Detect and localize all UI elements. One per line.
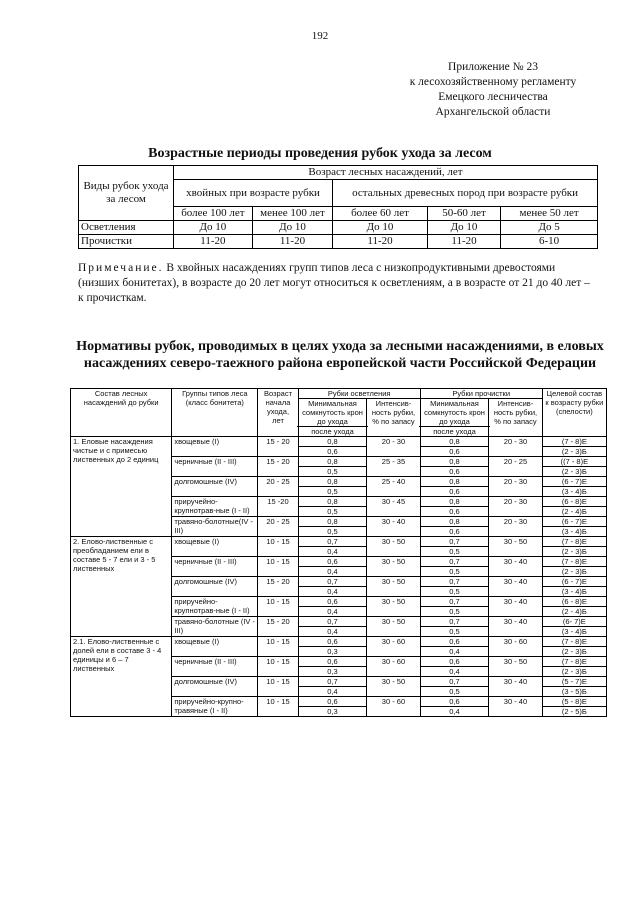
note-text: В хвойных насаждениях групп типов леса с низкопродуктивными древостоями (низших бонитетах), в возрасте до 20 лет могут относиться к осветлениям, а в возрасте от 21 до 40 лет – к прочисткам. (78, 262, 590, 304)
clearing-closure (298, 457, 367, 477)
forest-group: травяно-болотные (IV - III) (172, 617, 258, 637)
thinning-intensity: 20 - 30 (489, 517, 542, 537)
closure-label: Минимальная сомкнутость крон (424, 399, 485, 417)
forest-group: долгомошные (IV) (172, 577, 258, 597)
target-composition-before: (6 - 8)Е (561, 497, 587, 506)
start-age: 10 - 15 (258, 557, 298, 577)
thinning-closure-before: 0,7 (449, 557, 460, 566)
clearing-closure-before: 0,8 (327, 437, 338, 446)
thinning-closure (420, 677, 489, 697)
start-age: 10 - 15 (258, 697, 298, 717)
header-clearing: Рубки осветления (298, 389, 420, 399)
clearing-closure-before: 0,6 (327, 697, 338, 706)
thinning-closure (420, 637, 489, 657)
clearing-closure (298, 477, 367, 497)
clearing-intensity: 30 - 50 (367, 537, 420, 557)
cell: До 10 (252, 221, 332, 235)
thinning-intensity: 20 - 30 (489, 497, 542, 517)
thinning-closure-after: 0,5 (421, 546, 489, 556)
norms-table (70, 388, 607, 717)
forest-group: долгомошные (IV) (172, 677, 258, 697)
thinning-closure-before: 0,7 (449, 617, 460, 626)
clearing-closure (298, 517, 367, 537)
thinning-closure (420, 657, 489, 677)
cell: 11-20 (252, 235, 332, 249)
thinning-closure-after: 0,4 (421, 646, 489, 656)
header-age: Возраст лесных насаждений, лет (174, 166, 598, 180)
clearing-closure-after: 0,5 (299, 486, 367, 496)
forest-group: хвощевые (I) (172, 537, 258, 557)
start-age: 20 - 25 (258, 477, 298, 497)
thinning-closure-after: 0,6 (421, 446, 489, 456)
clearing-closure-before: 0,8 (327, 457, 338, 466)
clearing-closure-after: 0,5 (299, 506, 367, 516)
cell: До 10 (427, 221, 500, 235)
forest-group: приручейно-крупнотрав-ные (I - II) (172, 497, 258, 517)
clearing-closure-before: 0,8 (327, 517, 338, 526)
closure-before: до ухода (439, 417, 470, 426)
target-composition-before: (6 - 8)Е (561, 597, 587, 606)
age-periods-table (78, 165, 598, 249)
thinning-closure (420, 457, 489, 477)
header-target: Целевой состав к возрасту рубки (спелости) (542, 389, 606, 437)
target-composition-after: (3 - 4)Б (543, 586, 606, 596)
clearing-closure-after: 0,6 (299, 446, 367, 456)
thinning-intensity: 30 - 60 (489, 637, 542, 657)
thinning-intensity: 30 - 40 (489, 697, 542, 717)
table-row (71, 437, 607, 457)
table-row (71, 537, 607, 557)
closure-label: Минимальная сомкнутость крон (302, 399, 363, 417)
target-composition (542, 637, 606, 657)
clearing-intensity: 30 - 50 (367, 577, 420, 597)
thinning-closure-after: 0,6 (421, 506, 489, 516)
thinning-intensity: 20 - 30 (489, 437, 542, 457)
clearing-intensity: 30 - 60 (367, 697, 420, 717)
thinning-intensity: 20 - 30 (489, 477, 542, 497)
forest-group: черничные (II - III) (172, 557, 258, 577)
thinning-closure (420, 597, 489, 617)
clearing-closure-before: 0,7 (327, 537, 338, 546)
clearing-closure-after: 0,5 (299, 526, 367, 536)
clearing-closure (298, 497, 367, 517)
note-label: Примечание. (78, 262, 164, 274)
clearing-closure (298, 617, 367, 637)
clearing-closure-before: 0,6 (327, 597, 338, 606)
target-composition-before: (7 - 8)Е (561, 637, 587, 646)
thinning-closure-before: 0,7 (449, 677, 460, 686)
thinning-closure-after: 0,5 (421, 626, 489, 636)
thinning-closure (420, 437, 489, 457)
thinning-closure-after: 0,6 (421, 466, 489, 476)
thinning-closure (420, 477, 489, 497)
target-composition-after: (3 - 4)Б (543, 626, 606, 636)
thinning-closure (420, 577, 489, 597)
appendix-line: Приложение № 23 (448, 61, 538, 73)
thinning-closure (420, 517, 489, 537)
clearing-closure (298, 577, 367, 597)
target-composition-after: (2 - 5)Б (543, 706, 606, 716)
thinning-intensity: 30 - 50 (489, 537, 542, 557)
cell: До 10 (333, 221, 428, 235)
thinning-intensity: 30 - 40 (489, 577, 542, 597)
row-name: Осветления (79, 221, 174, 235)
clearing-closure-after: 0,4 (299, 686, 367, 696)
clearing-closure (298, 437, 367, 457)
thinning-closure (420, 497, 489, 517)
thinning-closure-after: 0,5 (421, 566, 489, 576)
section-name: 2. Елово-лиственные с преобладанием ели в составе 5 - 7 ели и 3 - 5 лиственных (71, 537, 172, 637)
thinning-closure-before: 0,8 (449, 477, 460, 486)
thinning-closure-before: 0,7 (449, 597, 460, 606)
target-composition (542, 437, 606, 457)
target-composition (542, 617, 606, 637)
target-composition-before: (6- 7)Е (562, 617, 586, 626)
target-composition-before: (6 - 7)Е (561, 477, 587, 486)
cell: 11-20 (333, 235, 428, 249)
target-composition-after: (2 - 3)Б (543, 566, 606, 576)
start-age: 10 - 15 (258, 657, 298, 677)
target-composition-before: (5 - 8)Е (561, 697, 587, 706)
thinning-closure-before: 0,8 (449, 497, 460, 506)
table2-title: Нормативы рубок, проводимых в целях ухода за лесными насаждениями, в еловых насаждениях северо-таежного района европейской части Российской Федерации (76, 339, 604, 371)
table1-title: Возрастные периоды проведения рубок ухода за лесом (148, 146, 492, 161)
target-composition (542, 497, 606, 517)
cell: До 5 (501, 221, 598, 235)
target-composition-after: (2 - 3)Б (543, 646, 606, 656)
clearing-closure (298, 657, 367, 677)
clearing-closure-after: 0,4 (299, 586, 367, 596)
clearing-closure-before: 0,8 (327, 497, 338, 506)
clearing-intensity: 30 - 60 (367, 637, 420, 657)
note (78, 261, 598, 306)
clearing-intensity: 30 - 45 (367, 497, 420, 517)
thinning-closure (420, 617, 489, 637)
forest-group: долгомошные (IV) (172, 477, 258, 497)
target-composition-after: (2 - 3)Б (543, 466, 606, 476)
sub-header: менее 100 лет (252, 207, 332, 221)
target-composition-after: (2 - 4)Б (543, 606, 606, 616)
header-intensity-thin: Интенсив-ность рубки, % по запасу (489, 399, 542, 437)
sub-header: более 60 лет (333, 207, 428, 221)
header-closure-clear (298, 399, 367, 437)
clearing-closure-before: 0,7 (327, 577, 338, 586)
cell: 11-20 (174, 235, 253, 249)
clearing-closure (298, 557, 367, 577)
target-composition-after: (3 - 4)Б (543, 486, 606, 496)
target-composition-before: (6 - 7)Е (561, 577, 587, 586)
clearing-closure (298, 537, 367, 557)
cell: До 10 (174, 221, 253, 235)
forest-group: хвощевые (I) (172, 637, 258, 657)
header-composition: Состав лесных насаждений до рубки (71, 389, 172, 437)
appendix-block (388, 60, 598, 120)
thinning-closure-after: 0,4 (421, 706, 489, 716)
forest-group: хвощевые (I) (172, 437, 258, 457)
header-intensity-clear: Интенсив-ность рубки, % по запасу (367, 399, 420, 437)
target-composition (542, 657, 606, 677)
thinning-closure-before: 0,6 (449, 657, 460, 666)
target-composition-after: (2 - 4)Б (543, 506, 606, 516)
thinning-closure (420, 557, 489, 577)
start-age: 20 - 25 (258, 517, 298, 537)
thinning-closure-before: 0,6 (449, 637, 460, 646)
thinning-closure-after: 0,5 (421, 586, 489, 596)
header-thinning: Рубки прочистки (420, 389, 542, 399)
header-cut-kind: Виды рубок ухода за лесом (79, 166, 174, 221)
start-age: 15 - 20 (258, 577, 298, 597)
thinning-intensity: 30 - 40 (489, 597, 542, 617)
start-age: 15 - 20 (258, 437, 298, 457)
closure-before: до ухода (317, 417, 348, 426)
clearing-intensity: 30 - 50 (367, 677, 420, 697)
clearing-closure-after: 0,3 (299, 646, 367, 656)
sub-header: менее 50 лет (501, 207, 598, 221)
thinning-closure-before: 0,6 (449, 697, 460, 706)
target-composition-after: (2 - 3)Б (543, 446, 606, 456)
start-age: 15 - 20 (258, 457, 298, 477)
start-age: 10 - 15 (258, 637, 298, 657)
thinning-closure-after: 0,6 (421, 486, 489, 496)
start-age: 10 - 15 (258, 597, 298, 617)
clearing-intensity: 30 - 50 (367, 557, 420, 577)
closure-after: после ухода (297, 426, 369, 436)
forest-group: приручейно-крупнотрав-ные (I - II) (172, 597, 258, 617)
appendix-line: к лесохозяйственному регламенту (409, 76, 577, 88)
clearing-intensity: 25 - 35 (367, 457, 420, 477)
thinning-intensity: 30 - 40 (489, 557, 542, 577)
table-row (71, 637, 607, 657)
target-composition-after: (3 - 4)Б (543, 526, 606, 536)
thinning-intensity: 30 - 40 (489, 617, 542, 637)
closure-after: после ухода (419, 426, 491, 436)
clearing-closure (298, 697, 367, 717)
target-composition-after: (3 - 5)Б (543, 686, 606, 696)
clearing-closure (298, 597, 367, 617)
thinning-closure-before: 0,8 (449, 437, 460, 446)
start-age: 10 - 15 (258, 537, 298, 557)
thinning-closure (420, 537, 489, 557)
header-other: остальных древесных пород при возрасте рубки (333, 180, 598, 207)
header-age: Возраст начала ухода, лет (258, 389, 298, 437)
target-composition (542, 557, 606, 577)
start-age: 10 - 15 (258, 677, 298, 697)
header-conifers: хвойных при возрасте рубки (174, 180, 333, 207)
table-row (79, 235, 598, 249)
clearing-closure-after: 0,3 (299, 706, 367, 716)
clearing-intensity: 30 - 50 (367, 597, 420, 617)
start-age: 15 - 20 (258, 617, 298, 637)
clearing-closure (298, 637, 367, 657)
target-composition-before: (7 - 8)Е (561, 557, 587, 566)
target-composition-before: (7 - 8)Е (561, 437, 587, 446)
target-composition-after: (2 - 3)Б (543, 546, 606, 556)
section-name: 1. Еловые насаждения чистые и с примесью лиственных до 2 единиц (71, 437, 172, 537)
thinning-closure-after: 0,4 (421, 666, 489, 676)
cell: 11-20 (427, 235, 500, 249)
thinning-closure-before: 0,8 (449, 517, 460, 526)
clearing-closure-after: 0,4 (299, 566, 367, 576)
header-groups: Группы типов леса (класс бонитета) (172, 389, 258, 437)
target-composition (542, 677, 606, 697)
clearing-intensity: 30 - 40 (367, 517, 420, 537)
target-composition (542, 577, 606, 597)
sub-header: 50-60 лет (427, 207, 500, 221)
clearing-intensity: 30 - 60 (367, 657, 420, 677)
clearing-intensity: 30 - 50 (367, 617, 420, 637)
clearing-closure-after: 0,4 (299, 546, 367, 556)
forest-group: приручейно-крупно-травяные (I - II) (172, 697, 258, 717)
thinning-intensity: 30 - 50 (489, 657, 542, 677)
target-composition (542, 697, 606, 717)
target-composition (542, 457, 606, 477)
sub-header: более 100 лет (174, 207, 253, 221)
thinning-closure-before: 0,7 (449, 577, 460, 586)
cell: 6-10 (501, 235, 598, 249)
thinning-closure-after: 0,5 (421, 606, 489, 616)
forest-group: травяно-болотные(IV - III) (172, 517, 258, 537)
forest-group: черничные (II - III) (172, 457, 258, 477)
target-composition-before: (7 - 8)Е (561, 537, 587, 546)
appendix-line: Архангельской области (435, 106, 551, 118)
section-name: 2.1. Елово-лиственные с долей ели в составе 3 - 4 единицы и 6 – 7 лиственных (71, 637, 172, 717)
target-composition (542, 517, 606, 537)
clearing-intensity: 25 - 40 (367, 477, 420, 497)
target-composition (542, 477, 606, 497)
appendix-line: Емецкого лесничества (438, 91, 548, 103)
thinning-closure-after: 0,6 (421, 526, 489, 536)
clearing-closure-before: 0,6 (327, 637, 338, 646)
thinning-closure-before: 0,8 (449, 457, 460, 466)
thinning-closure (420, 697, 489, 717)
clearing-closure-before: 0,8 (327, 477, 338, 486)
clearing-closure-after: 0,4 (299, 606, 367, 616)
clearing-closure-before: 0,6 (327, 657, 338, 666)
thinning-intensity: 30 - 40 (489, 677, 542, 697)
target-composition (542, 597, 606, 617)
page-number: 192 (311, 30, 329, 42)
target-composition-before: (7 - 8)Е (561, 657, 587, 666)
target-composition-before: (5 - 7)Е (561, 677, 587, 686)
start-age: 15 -20 (258, 497, 298, 517)
thinning-closure-after: 0,5 (421, 686, 489, 696)
header-closure-thin (420, 399, 489, 437)
thinning-intensity: 20 - 25 (489, 457, 542, 477)
table-row (79, 221, 598, 235)
clearing-closure (298, 677, 367, 697)
forest-group: черничные (II - III) (172, 657, 258, 677)
clearing-closure-after: 0,5 (299, 466, 367, 476)
row-name: Прочистки (79, 235, 174, 249)
clearing-intensity: 20 - 30 (367, 437, 420, 457)
target-composition-before: (6 - 7)Е (561, 517, 587, 526)
target-composition (542, 537, 606, 557)
target-composition-after: (2 - 3)Б (543, 666, 606, 676)
clearing-closure-after: 0,3 (299, 666, 367, 676)
clearing-closure-after: 0,4 (299, 626, 367, 636)
clearing-closure-before: 0,6 (327, 557, 338, 566)
clearing-closure-before: 0,7 (327, 677, 338, 686)
clearing-closure-before: 0,7 (327, 617, 338, 626)
thinning-closure-before: 0,7 (449, 537, 460, 546)
target-composition-before: ((7 - 8)Е (560, 457, 589, 466)
